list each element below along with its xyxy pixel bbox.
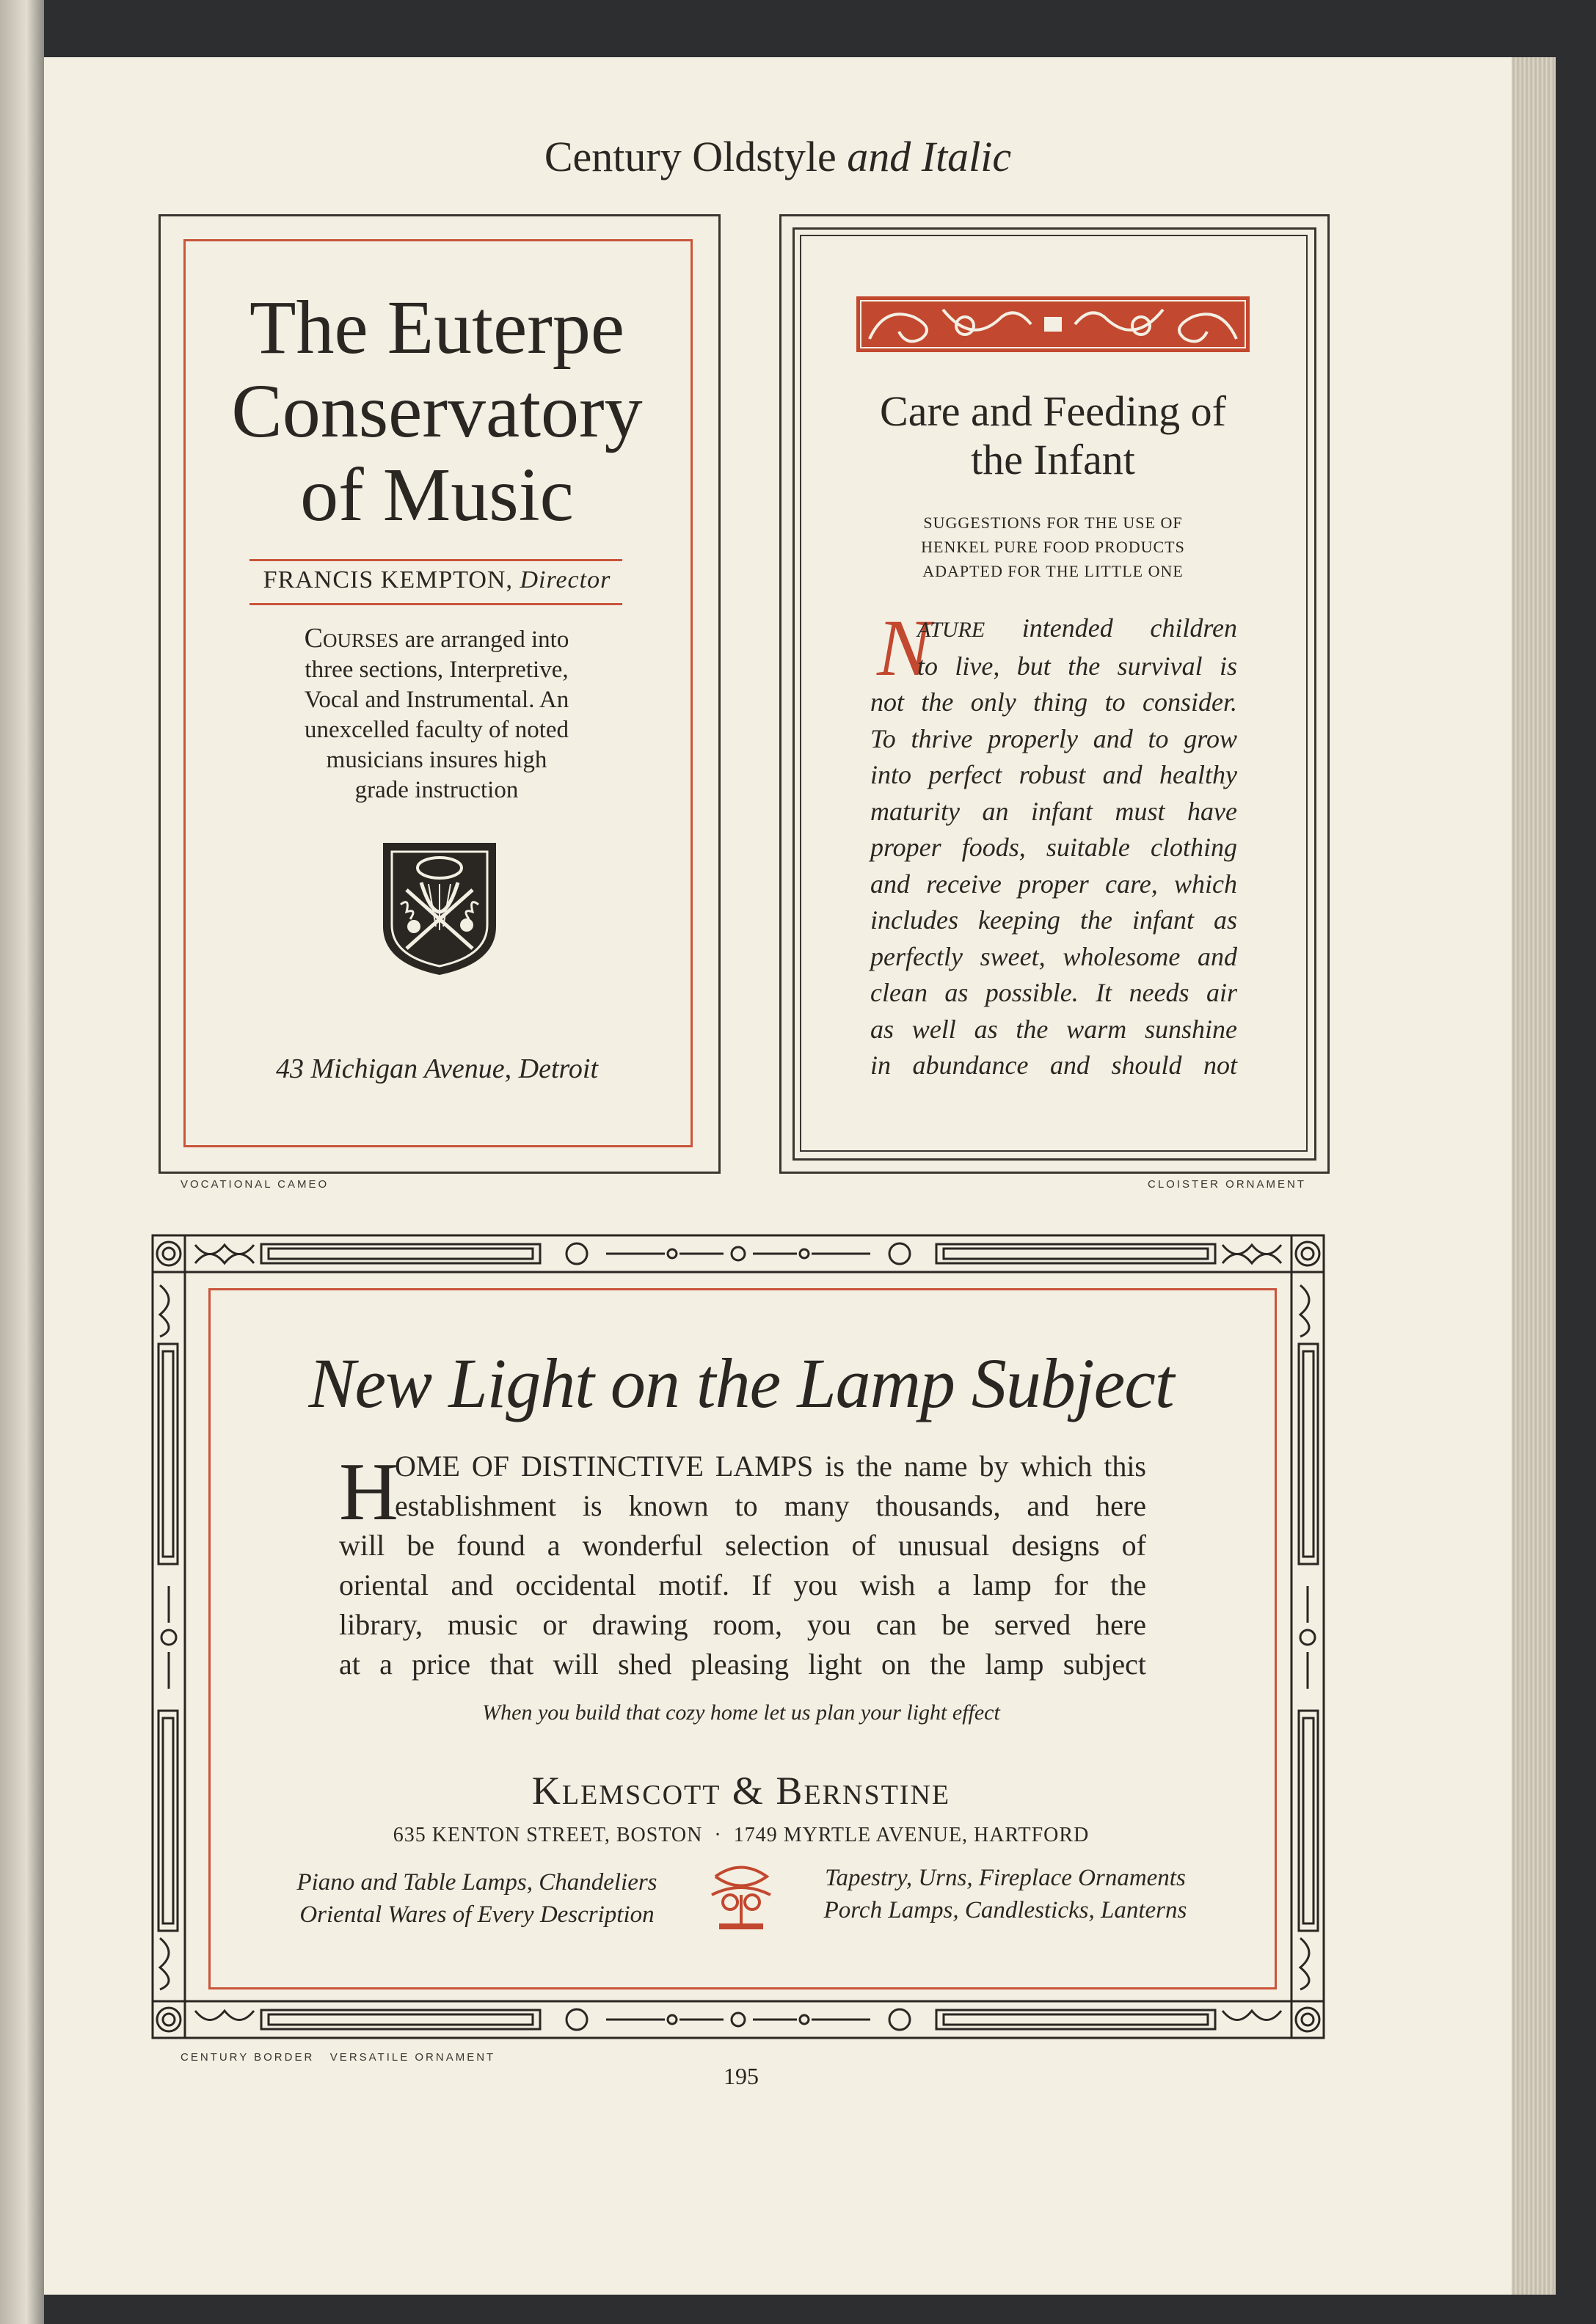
body-line: establishment is known to many thousands, and here — [395, 1489, 1146, 1522]
header-italic: and Italic — [847, 133, 1012, 180]
infant-title — [800, 387, 1306, 484]
subtitle-line: HENKEL PURE FOOD PRODUCTS — [921, 538, 1185, 556]
lamp-tagline: When you build that cozy home let us plan your light effect — [482, 1700, 1000, 1725]
body-text: intended children — [985, 613, 1237, 643]
lamp-title: New Light on the Lamp Subject — [308, 1344, 1174, 1422]
products-left — [272, 1866, 682, 1931]
body-line: into perfect robust and healthy — [870, 760, 1237, 789]
lamp-paragraph — [339, 1447, 1146, 1684]
caption-century-border: CENTURY BORDER VERSATILE ORNAMENT — [181, 2051, 496, 2064]
conservatory-title — [183, 286, 690, 537]
body-line: not the only thing to consider. — [870, 687, 1237, 717]
infant-paragraph — [870, 610, 1237, 1084]
left-page-edge — [0, 0, 44, 2324]
director-role: Director — [520, 566, 611, 593]
divider-rule — [249, 603, 622, 605]
infant-subtitle — [800, 511, 1306, 583]
first-word-rest: ATURE — [917, 618, 985, 642]
conservatory-address: 43 Michigan Avenue, Detroit — [275, 1053, 599, 1084]
title-line: of Music — [300, 453, 574, 537]
title-line: Care and Feeding of — [880, 387, 1226, 435]
product-line: Tapestry, Urns, Fireplace Ornaments — [825, 1865, 1186, 1891]
body-line: to live, but the survival is — [917, 651, 1237, 681]
product-line: Piano and Table Lamps, Chandeliers — [296, 1869, 657, 1896]
subtitle-line: SUGGESTIONS FOR THE USE OF — [923, 514, 1183, 532]
lead-in: OME OF DISTINCTIVE LAMPS — [395, 1450, 814, 1483]
body-line — [339, 1447, 1146, 1486]
body-line: Vocal and Instrumental. An — [304, 687, 569, 713]
body-first-word: Courses — [304, 623, 399, 654]
body-line — [870, 610, 1237, 648]
body-text: is the name by which this — [813, 1450, 1147, 1483]
subtitle-line: ADAPTED FOR THE LITTLE ONE — [922, 562, 1184, 580]
drop-cap-n: N — [877, 603, 931, 693]
body-line: clean as possible. It needs air — [870, 978, 1237, 1007]
body-line: as well as the warm sunshine — [870, 1014, 1237, 1044]
title-line: the Infant — [971, 436, 1135, 483]
director-line — [183, 566, 690, 594]
product-line: Oriental Wares of Every Description — [299, 1901, 655, 1928]
body-line: library, music or drawing room, you can be served here — [339, 1608, 1146, 1641]
body-line: will be found a wonderful selection of unusual designs of — [339, 1529, 1146, 1562]
courses-paragraph — [257, 624, 616, 805]
divider-rule — [249, 559, 622, 561]
caption-cloister-ornament: CLOISTER ORNAMENT — [1148, 1178, 1307, 1191]
body-line: and receive proper care, which — [870, 869, 1237, 899]
body-line: maturity an infant must have — [870, 796, 1237, 826]
lamp-ornament-icon — [701, 1862, 781, 1935]
body-line: unexcelled faculty of noted — [304, 717, 569, 743]
header-roman: Century Oldstyle — [544, 133, 837, 180]
title-line: The Euterpe — [249, 285, 625, 370]
body-line: perfectly sweet, wholesome and — [870, 941, 1237, 971]
address-separator: · — [714, 1824, 722, 1846]
page-stack-edge — [1512, 57, 1556, 2295]
cloister-ornament-icon — [855, 295, 1251, 354]
product-line: Porch Lamps, Candlesticks, Lanterns — [823, 1897, 1187, 1923]
body-text: are arranged into — [398, 626, 569, 653]
director-name: FRANCIS KEMPTON, — [263, 566, 513, 593]
drop-cap-h: H — [339, 1447, 398, 1538]
body-line: three sections, Interpretive, — [305, 657, 569, 683]
body-line: musicians insures high — [326, 747, 547, 773]
body-line: grade instruction — [354, 777, 519, 803]
address-boston: 635 KENTON STREET, BOSTON — [393, 1824, 703, 1846]
body-line: at a price that will shed pleasing light on the lamp subject — [339, 1648, 1146, 1681]
body-line — [257, 624, 616, 655]
page-number: 195 — [724, 2063, 759, 2089]
title-line: Conservatory — [231, 369, 643, 453]
address-hartford: 1749 MYRTLE AVENUE, HARTFORD — [733, 1824, 1090, 1846]
products-right — [800, 1862, 1211, 1926]
body-line: in abundance and should not — [870, 1050, 1237, 1080]
body-line: includes keeping the infant as — [870, 905, 1237, 935]
caption-vocational-cameo: VOCATIONAL CAMEO — [181, 1178, 329, 1191]
company-name: Klemscott & Bernstine — [531, 1769, 951, 1813]
body-line: oriental and occidental motif. If you wish a lamp for the — [339, 1568, 1146, 1601]
body-line: To thrive properly and to grow — [870, 723, 1237, 753]
body-line: proper foods, suitable clothing — [870, 833, 1237, 862]
page-header — [411, 132, 1145, 181]
music-emblem-icon — [377, 838, 502, 978]
company-addresses — [208, 1824, 1274, 1847]
